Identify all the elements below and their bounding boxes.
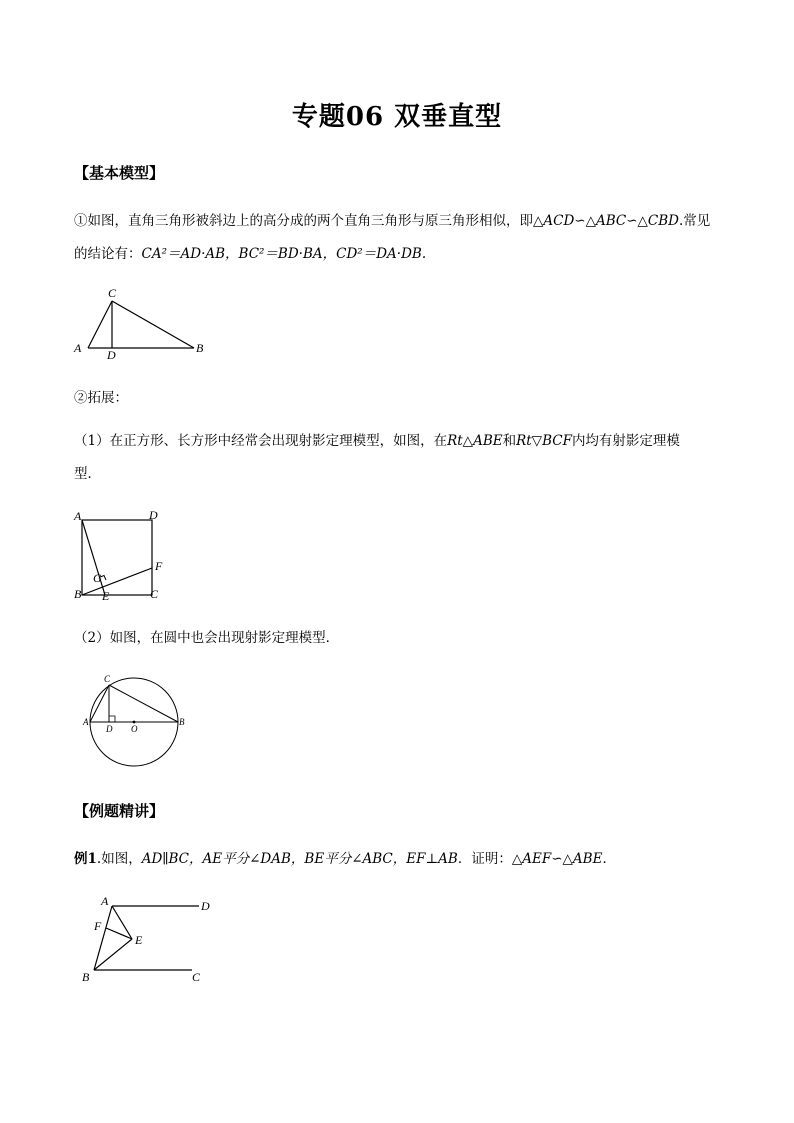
paragraph-square-model — [74, 425, 734, 491]
label-d: D — [106, 724, 113, 734]
label-b: B — [179, 717, 185, 727]
label-e: E — [102, 589, 110, 603]
figure-square — [70, 508, 180, 608]
label-a: A — [74, 341, 82, 355]
segment-ae — [112, 906, 132, 939]
label-c: C — [150, 587, 159, 601]
text-segment: .如图， — [96, 851, 142, 867]
label-e: E — [135, 933, 143, 947]
label-g: G — [93, 571, 102, 585]
label-a: A — [74, 509, 82, 523]
label-a: A — [101, 894, 109, 908]
text-segment: ①如图，直角三角形被斜边上的高分成的两个直角三角形与原三角形相似，即 — [74, 213, 533, 229]
label-c: C — [192, 970, 201, 984]
segment-be — [94, 939, 132, 970]
paragraph-line-2: 型． — [74, 466, 101, 482]
triangle-bcf: Rt▽BCF — [516, 433, 572, 449]
paragraph-extension: ②拓展： — [74, 390, 128, 406]
right-angle-mark-d — [109, 716, 115, 722]
example-1-text — [74, 843, 734, 876]
section-heading-basic-model: 【基本模型】 — [74, 164, 165, 182]
text-segment: 内均有射影定理模 — [571, 433, 680, 449]
center-point-o — [133, 721, 136, 724]
label-a: A — [83, 717, 89, 727]
label-b: B — [74, 587, 82, 601]
text-segment: 的结论有： — [74, 246, 142, 262]
segment-ab — [94, 906, 112, 970]
figure-parallel-lines — [75, 893, 225, 993]
example-label: 例1 — [74, 851, 97, 867]
label-b: B — [82, 970, 90, 984]
example-claim: △AEF∽△ABE — [511, 851, 603, 867]
label-c: C — [104, 674, 111, 684]
label-d: D — [149, 508, 158, 522]
paragraph-line-1 — [74, 425, 734, 458]
figure-right-triangle — [70, 285, 220, 365]
paragraph-line-1 — [74, 205, 734, 238]
paragraph-line-2 — [74, 238, 734, 271]
label-b: B — [196, 341, 204, 355]
text-segment: ．证明： — [457, 851, 512, 867]
paragraph-basic-model — [74, 205, 734, 271]
segment-cb — [112, 301, 194, 348]
segment-ac — [90, 685, 109, 722]
label-d: D — [201, 899, 210, 913]
section-heading-examples: 【例题精讲】 — [74, 802, 165, 820]
conclusion-formulas: CA²＝AD·AB，BC²＝BD·BA，CD²＝DA·DB. — [141, 246, 427, 262]
text-segment: .常见 — [679, 213, 711, 229]
label-o: O — [131, 724, 138, 734]
text-segment: 和 — [502, 433, 517, 449]
text-segment: ． — [602, 851, 616, 867]
label-f: F — [94, 919, 102, 933]
page-title: 专题06 双垂直型 — [291, 102, 503, 132]
triangle-abe: Rt△ABE — [447, 433, 503, 449]
text-segment: （1）在正方形、长方形中经常会出现射影定理模型，如图，在 — [74, 433, 448, 449]
label-d: D — [107, 348, 116, 362]
example-conditions: AD∥BC，AE平分∠DAB，BE平分∠ABC，EF⊥AB — [141, 851, 458, 867]
similarity-formula: △ACD∽△ABC∽△CBD — [533, 213, 679, 229]
segment-ac — [88, 301, 112, 348]
label-c: C — [108, 286, 117, 300]
segment-cb — [109, 685, 178, 722]
label-f: F — [155, 559, 163, 573]
paragraph-circle-model: （2）如图，在圆中也会出现射影定理模型． — [74, 630, 340, 646]
figure-circle — [78, 672, 188, 772]
